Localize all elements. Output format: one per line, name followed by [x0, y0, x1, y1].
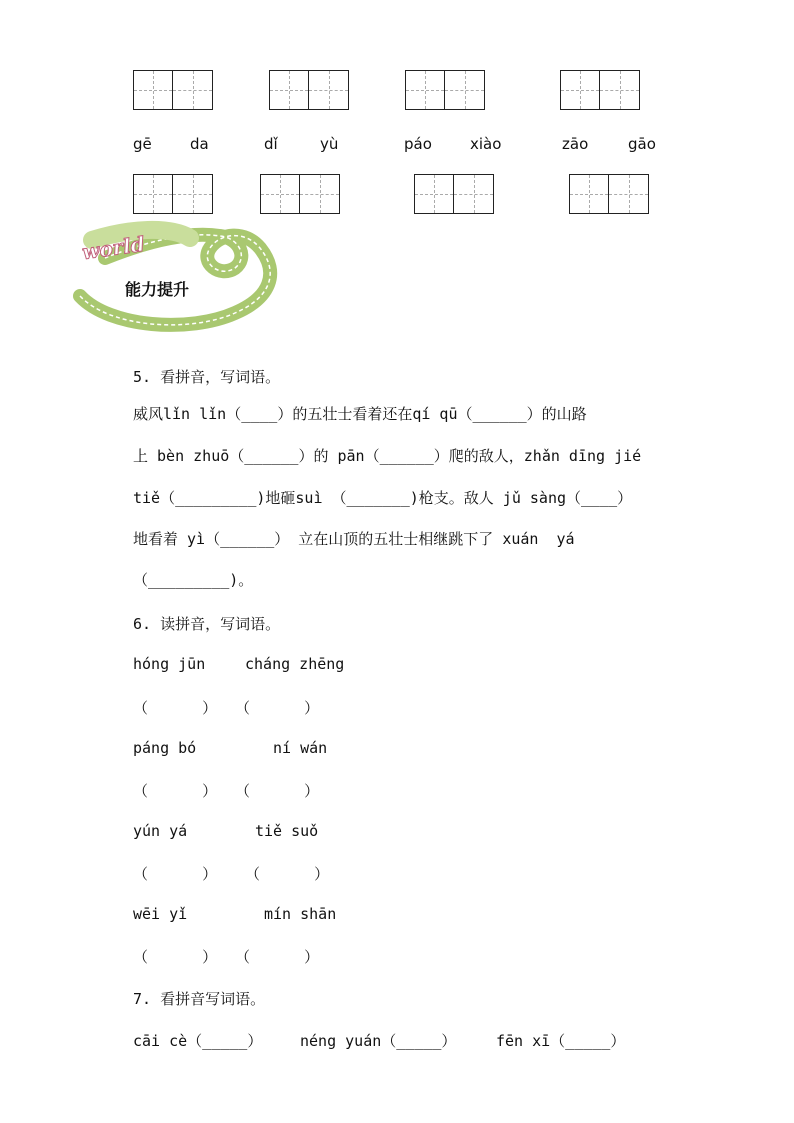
writing-box[interactable] [133, 174, 213, 214]
pinyin-label: dǐ [264, 135, 278, 153]
q5-line: tiě（_________)地砸suì （_______)枪支。敌人 jǔ sàng（____） [133, 489, 633, 507]
q6-answer-blank[interactable]: （ ） [133, 948, 218, 966]
q6-pinyin: cháng zhēng [245, 655, 345, 673]
pinyin-label: páo [404, 135, 432, 153]
q6-pinyin: páng bó [133, 739, 197, 757]
q6-heading: 6. 读拼音，写词语。 [133, 615, 281, 633]
q6-answer-blank[interactable]: （ ） [133, 782, 218, 800]
q5-line: 上 bèn zhuō（______）的 pān（______）爬的敌人，zhǎn dīng jié [133, 447, 642, 465]
q6-answer-blank[interactable]: （ ） [133, 699, 218, 717]
q7-heading: 7. 看拼音写词语。 [133, 990, 266, 1008]
q5-line: （_________)。 [133, 571, 254, 589]
q6-pinyin: ní wán [273, 739, 328, 757]
pinyin-label: gē [133, 135, 152, 153]
pinyin-label: da [190, 135, 209, 153]
q6-pinyin: hóng jūn [133, 655, 206, 673]
q7-item: fēn xī（_____） [496, 1032, 626, 1050]
banner-logo: world [80, 231, 147, 265]
q6-answer-blank[interactable]: （ ） [235, 782, 320, 800]
writing-box[interactable] [414, 174, 494, 214]
q5-heading: 5. 看拼音，写词语。 [133, 368, 281, 386]
q6-answer-blank[interactable]: （ ） [133, 865, 218, 883]
pinyin-label: yù [320, 135, 339, 153]
q6-answer-blank[interactable]: （ ） [235, 699, 320, 717]
q6-answer-blank[interactable]: （ ） [245, 865, 330, 883]
q5-line: 地看着 yì（______） 立在山顶的五壮士相继跳下了 xuán yá [133, 530, 575, 548]
writing-box[interactable] [260, 174, 340, 214]
writing-box[interactable] [569, 174, 649, 214]
ribbon-banner-icon [70, 218, 285, 333]
q6-pinyin: wēi yǐ [133, 905, 188, 923]
pinyin-label: gāo [628, 135, 656, 153]
writing-box[interactable] [269, 70, 349, 110]
q6-pinyin: mín shān [264, 905, 337, 923]
writing-box[interactable] [405, 70, 485, 110]
q7-item: néng yuán（_____） [300, 1032, 457, 1050]
q6-pinyin: yún yá [133, 822, 188, 840]
q7-item: cāi cè（_____） [133, 1032, 263, 1050]
q6-pinyin: tiě suǒ [255, 822, 319, 840]
q6-answer-blank[interactable]: （ ） [235, 948, 320, 966]
pinyin-label: zāo [562, 135, 589, 153]
writing-box[interactable] [133, 70, 213, 110]
writing-box[interactable] [560, 70, 640, 110]
q5-line: 威风lǐn lǐn（____）的五壮士看着还在qí qū（______）的山路 [133, 405, 587, 423]
pinyin-label: xiào [470, 135, 502, 153]
section-title: 能力提升 [125, 280, 190, 299]
